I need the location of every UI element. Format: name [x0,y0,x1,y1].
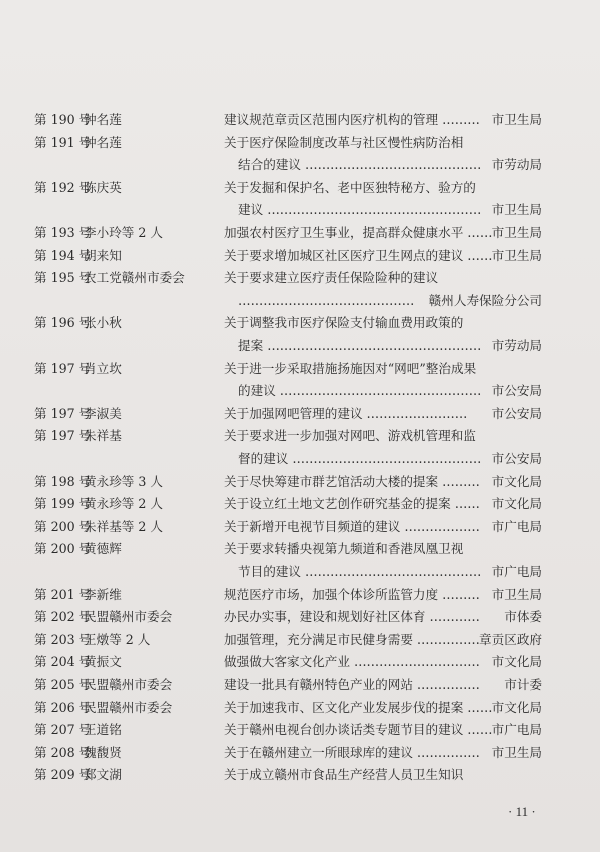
entry-number: 第 197 号 [34,405,92,421]
entry-proposer: 黄永珍等 2 人 [84,496,163,512]
entry-number: 第 194 号 [34,247,92,263]
index-entry [0,675,600,695]
entry-title: 关于调整我市医疗保险支付输血费用政策的 [224,315,464,331]
index-entry [0,720,600,740]
index-entry [0,178,600,198]
entry-proposer: 黄永珍等 3 人 [84,473,163,489]
entry-number: 第 193 号 [34,225,92,240]
entry-number: 第 208 号 [34,744,92,760]
entry-number: 第 202 号 [34,609,92,625]
entry-title: 关于发掘和保护名、老中医独特秘方、验方的 [224,179,476,195]
index-entry [0,246,600,266]
index-entry-continuation [0,381,600,401]
entry-department: 市卫生局 [491,247,542,263]
entry-title: 关于加强网吧管理的建议 …………………… [224,405,468,421]
entry-proposer: 王道铭 [84,722,122,738]
entry-number: 第 197 号 [34,360,92,376]
entry-title: 建设一批具有赣州特色产业的网站 …………… [224,677,480,692]
index-entry-continuation [0,336,600,356]
entry-title-continuation: 结合的建议 …………………………………… [238,157,482,173]
entry-title: 加强农村医疗卫生事业，提高群众健康水平 …… [224,225,493,240]
entry-department: 市文化局 [491,473,542,489]
entry-number: 第 205 号 [34,677,92,692]
index-entry-continuation [0,291,600,311]
entry-proposer: 黄振文 [84,654,122,670]
entry-title-continuation: 节目的建议 …………………………………… [238,564,482,579]
entry-proposer: 朱祥基等 2 人 [84,518,163,534]
index-entry [0,268,600,288]
entry-proposer: 钟名莲 [84,112,122,127]
entry-department: 市体委 [504,609,542,625]
index-entry [0,652,600,672]
entry-department: 市卫生局 [491,744,542,760]
entry-department: 市公安局 [491,451,542,466]
entry-proposer: 民盟赣州市委会 [84,699,173,715]
entry-title-continuation: …………………………………… [238,292,415,308]
entry-title: 关于成立赣州市食品生产经营人员卫生知识 [224,767,464,783]
entry-department: 市广电局 [491,518,542,534]
entry-department: 市劳动局 [491,157,542,173]
entry-title: 做强做大客家文化产业 ………………………… [224,654,480,670]
entry-number: 第 197 号 [34,428,92,444]
index-entry [0,223,600,243]
entry-proposer: 农工党赣州市委会 [84,270,185,286]
entry-number: 第 200 号 [34,541,92,557]
index-entry [0,494,600,514]
entry-title: 关于要求建立医疗责任保险险种的建议 [224,270,439,286]
entry-title: 办民办实事，建设和规划好社区体育 ………… [224,609,480,625]
entry-department: 市广电局 [491,722,542,738]
index-entry [0,426,600,446]
index-entry [0,743,600,763]
entry-title: 关于要求进一步加强对网吧、游戏机管理和监 [224,428,476,444]
entry-title-continuation: 的建议 ………………………………………… [238,383,482,399]
entry-proposer: 陈庆英 [84,179,122,195]
index-entry [0,765,600,785]
entry-proposer: 魏馥贤 [84,744,122,760]
entry-title: 关于尽快筹建市群艺馆活动大楼的提案 ……… [224,473,480,489]
index-entry [0,110,600,130]
entry-number: 第 204 号 [34,654,92,670]
index-entry [0,607,600,627]
index-entry-continuation [0,562,600,582]
entry-title: 关于医疗保险制度改革与社区慢性病防治相 [224,134,464,150]
entry-title: 关于要求转播央视第九频道和香港凤凰卫视 [224,541,464,557]
entry-title: 关于要求增加城区社区医疗卫生网点的建议 …… [224,247,493,263]
entry-title: 关于加速我市、区文化产业发展步伐的提案 …… [224,699,493,715]
entry-title: 关于设立红土地文艺创作研究基金的提案 …… [224,496,480,512]
entry-title: 关于在赣州建立一所眼球库的建议 …………… [224,744,480,760]
entry-number: 第 201 号 [34,586,92,602]
entry-number: 第 207 号 [34,722,92,738]
entry-title: 加强管理，充分满足市民健身需要 …………… [224,631,480,647]
index-entry [0,359,600,379]
index-entry [0,313,600,333]
entry-number: 第 191 号 [34,134,92,150]
entry-number: 第 199 号 [34,496,92,512]
entry-number: 第 190 号 [34,112,92,127]
index-entry [0,404,600,424]
entry-proposer: 黄德辉 [84,541,122,557]
entry-title: 关于新增开电视节目频道的建议 ……………… [224,518,480,534]
entry-title: 建议规范章贡区范围内医疗机构的管理 ……… [224,112,480,127]
entry-proposer: 李新维 [84,586,122,602]
entry-proposer: 李淑美 [84,405,122,421]
index-entry [0,630,600,650]
entry-department: 章贡区政府 [479,631,542,647]
entry-department: 市卫生局 [491,202,542,218]
entry-department: 市文化局 [491,496,542,512]
entry-title-continuation: 提案 …………………………………………… [238,338,482,353]
entry-proposer: 胡来知 [84,247,122,263]
page-number: · 11 · [508,804,536,819]
entry-proposer: 肖立坎 [84,360,122,376]
entry-number: 第 198 号 [34,473,92,489]
entry-department: 市卫生局 [491,586,542,602]
index-entry-continuation [0,155,600,175]
index-entry-continuation [0,200,600,220]
entry-proposer: 朱祥基 [84,428,122,444]
entry-number: 第 195 号 [34,270,92,286]
index-entry [0,472,600,492]
entry-title: 规范医疗市场，加强个体诊所监管力度 ……… [224,586,480,602]
entry-proposer: 民盟赣州市委会 [84,609,173,625]
entry-title: 关于赣州电视台创办谈话类专题节目的建议 …… [224,722,493,738]
index-entry [0,585,600,605]
entry-department: 市广电局 [491,564,542,579]
entry-number: 第 203 号 [34,631,92,647]
entry-title: 关于进一步采取措施扬施因对“网吧”整治成果 [224,360,477,376]
entry-proposer: 郑文湖 [84,767,122,783]
entry-department: 市文化局 [491,654,542,670]
index-entry [0,539,600,559]
entry-proposer: 民盟赣州市委会 [84,677,173,692]
entry-proposer: 王燉等 2 人 [84,631,151,647]
entry-title-continuation: 督的建议 ……………………………………… [238,451,482,466]
entry-number: 第 200 号 [34,518,92,534]
entry-department: 市劳动局 [491,338,542,353]
entry-department: 赣州人寿保险分公司 [428,292,542,308]
entry-department: 市计委 [504,677,542,692]
entry-department: 市卫生局 [491,225,542,240]
entry-proposer: 钟名莲 [84,134,122,150]
index-entry [0,517,600,537]
index-entry [0,133,600,153]
entry-title-continuation: 建议 …………………………………………… [238,202,482,218]
entry-proposer: 张小秋 [84,315,122,331]
index-entry-continuation [0,449,600,469]
entry-department: 市公安局 [491,405,542,421]
entry-number: 第 209 号 [34,767,92,783]
entry-department: 市文化局 [491,699,542,715]
entry-number: 第 196 号 [34,315,92,331]
entry-number: 第 206 号 [34,699,92,715]
entry-proposer: 李小玲等 2 人 [84,225,163,240]
entry-department: 市公安局 [491,383,542,399]
entry-number: 第 192 号 [34,179,92,195]
entry-department: 市卫生局 [491,112,542,127]
index-entry [0,698,600,718]
